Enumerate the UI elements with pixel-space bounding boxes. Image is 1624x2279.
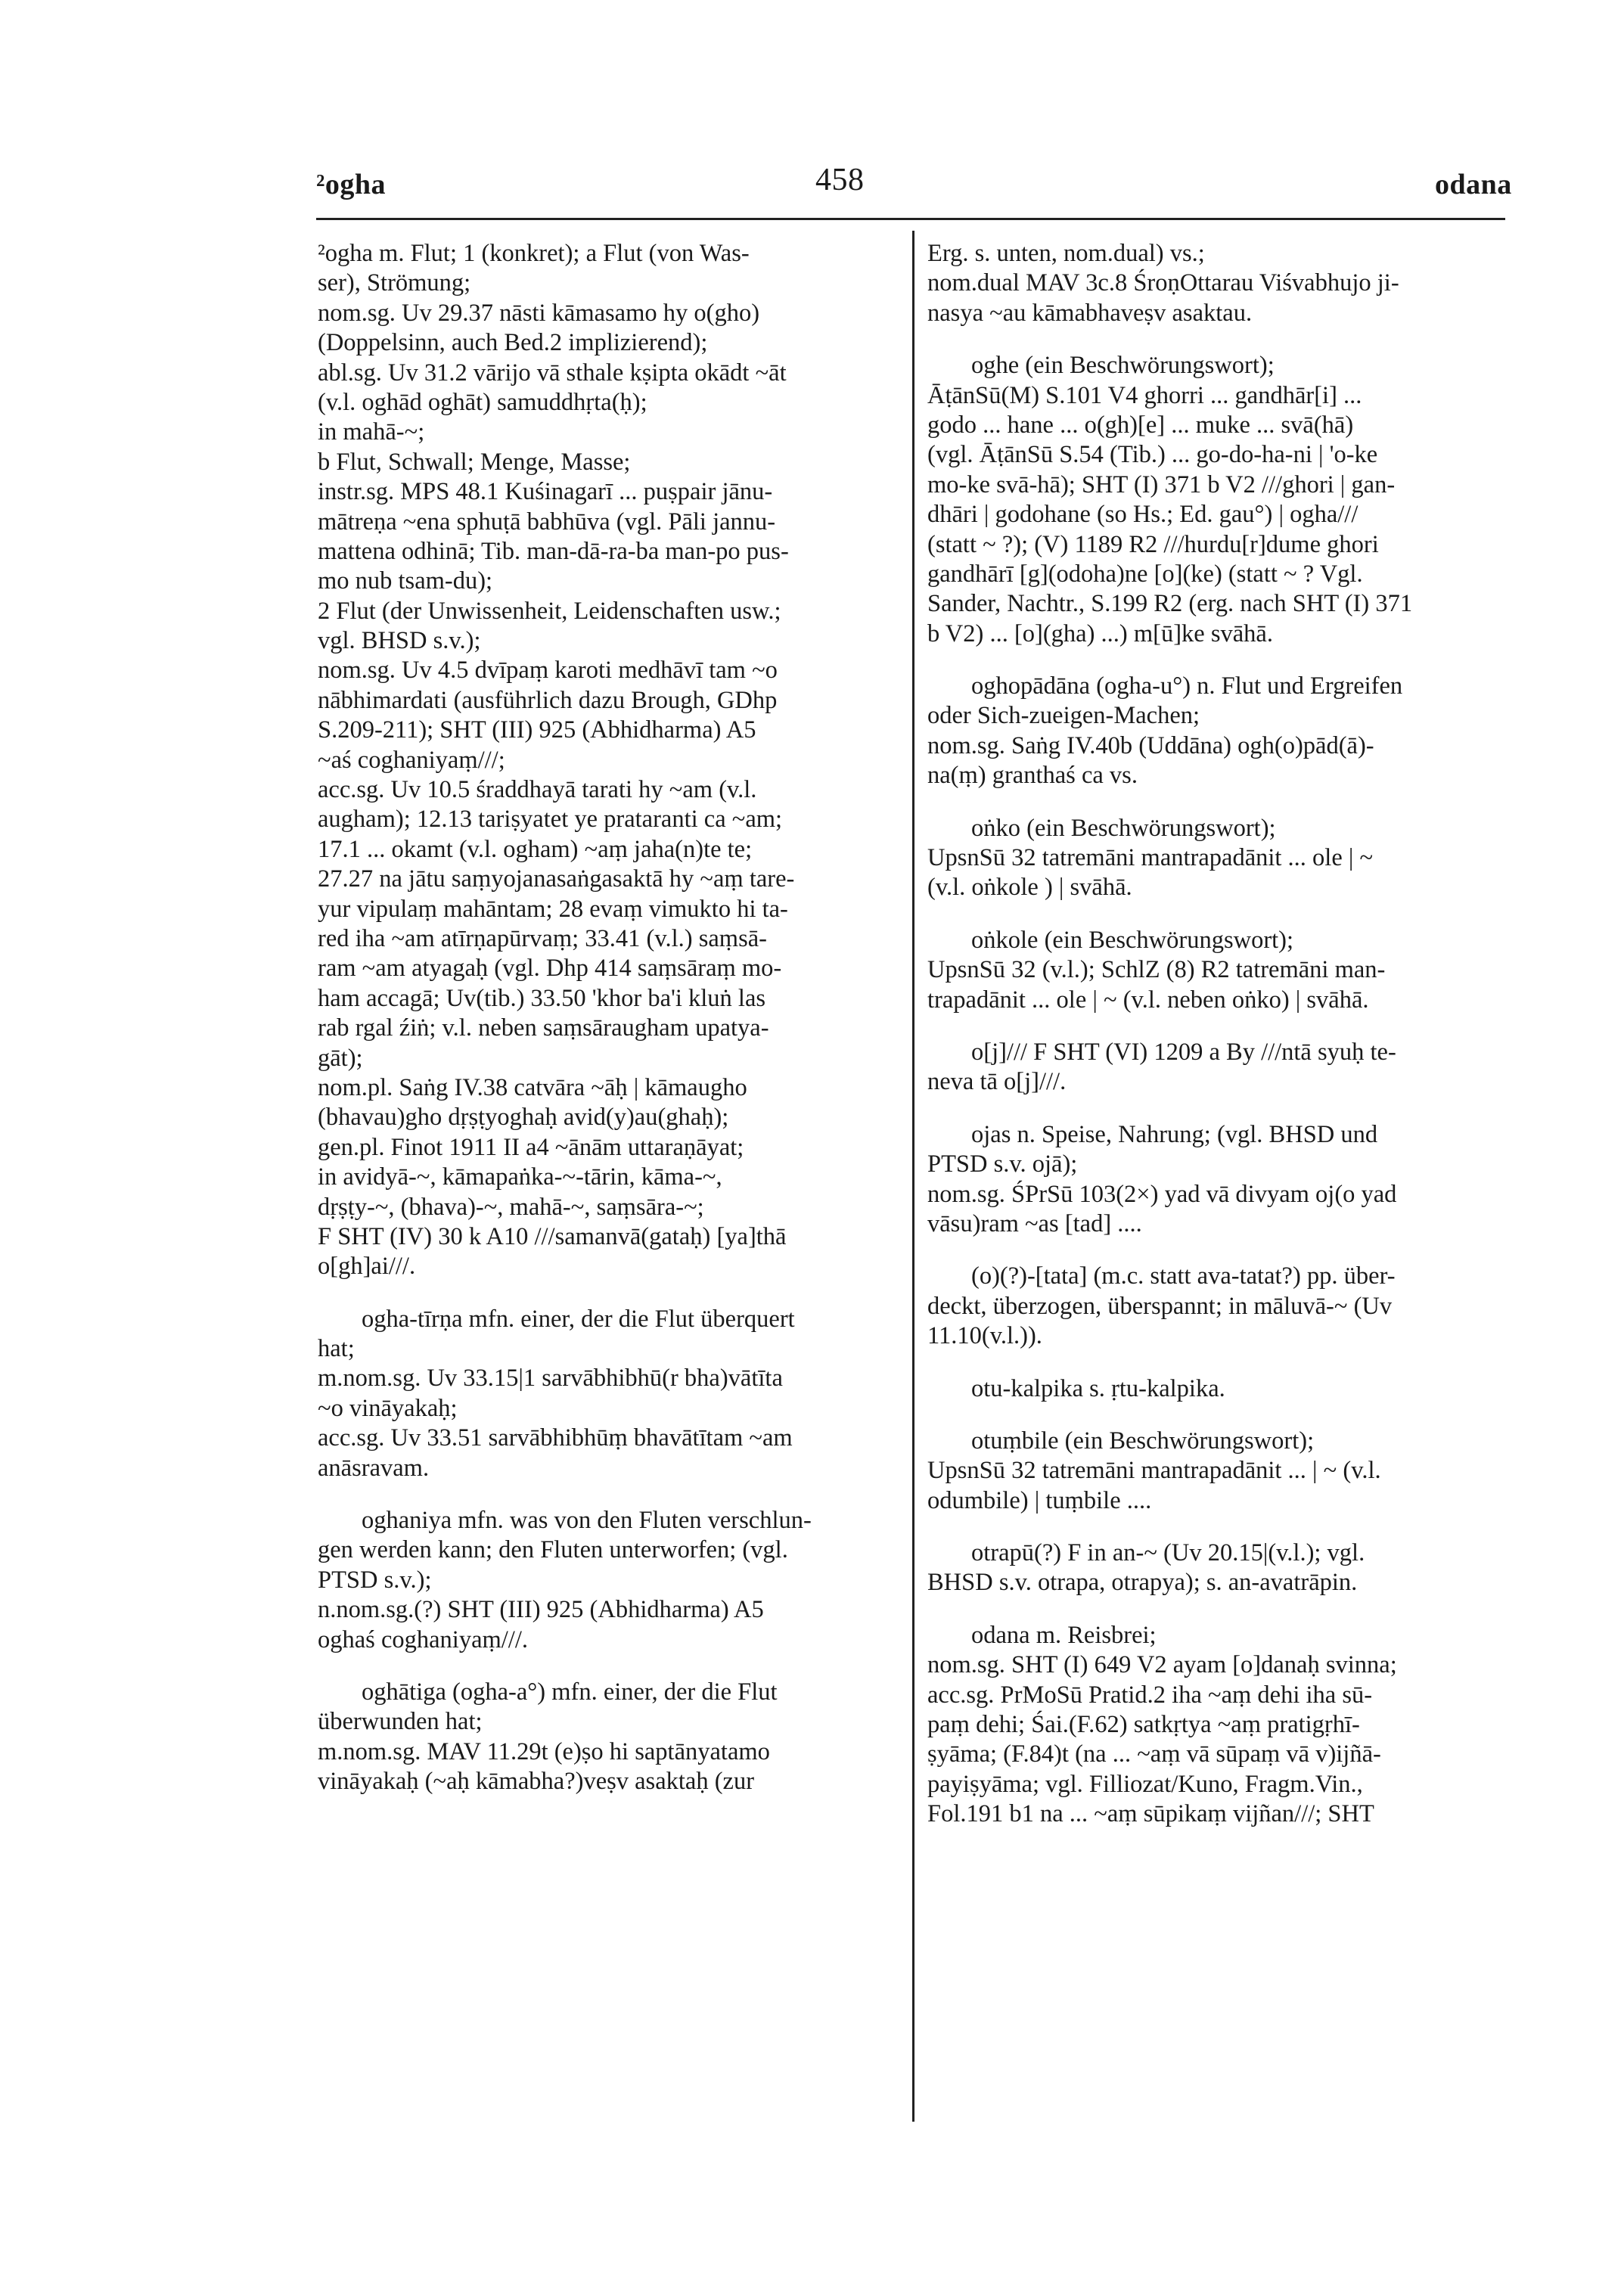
text-line: abl.sg. Uv 31.2 vārijo vā sthale kṣipta okādt ~āt	[318, 359, 787, 387]
text-line: PTSD s.v.);	[318, 1566, 432, 1594]
text-line: ser), Strömung;	[318, 269, 471, 297]
entry-gap	[927, 1598, 1507, 1621]
entry-gap	[927, 1404, 1507, 1427]
text-line: gen werden kann; den Fluten unterworfen; (vgl.	[318, 1536, 788, 1564]
text-line: oghaś coghaniyaṃ///.	[318, 1625, 528, 1653]
text-line: ~o vināyakaḥ;	[318, 1394, 458, 1422]
text-line: trapadānit ... ole | ~ (v.l. neben oṅko) | svāhā.	[927, 986, 1369, 1014]
header-rule	[316, 218, 1505, 220]
text-line: 11.10(v.l.)).	[927, 1322, 1042, 1350]
text-line: dṛṣṭy-~, (bhava)-~, mahā-~, saṃsāra-~;	[318, 1193, 704, 1221]
text-line: oghopādāna (ogha-u°) n. Flut und Ergreifen	[971, 672, 1403, 700]
left-column	[318, 239, 897, 1797]
text-line: acc.sg. PrMoSū Pratid.2 iha ~aṃ dehi iha sū-	[927, 1681, 1373, 1709]
column-divider	[912, 231, 914, 2122]
text-line: paṃ dehi; Śai.(F.62) satkṛtya ~aṃ pratigṛhī-	[927, 1711, 1360, 1739]
text-line: ojas n. Speise, Nahrung; (vgl. BHSD und	[971, 1120, 1378, 1148]
text-line: (v.l. oghād oghāt) samuddhṛta(ḥ);	[318, 388, 647, 416]
text-line: ogha-tīrṇa mfn. einer, der die Flut überquert	[362, 1305, 795, 1333]
text-line: ²ogha m. Flut; 1 (konkret); a Flut (von Was-	[318, 240, 750, 267]
text-line: b V2) ... [o](gha) ...) m[ū]ke svāhā.	[927, 619, 1273, 647]
text-line: UpsnSū 32 tatremāni mantrapadānit ... | ~ (v.l.	[927, 1457, 1381, 1485]
text-line: überwunden hat;	[318, 1708, 483, 1736]
text-line: godo ... hane ... o(gh)[e] ... muke ... svā(hā)	[927, 411, 1354, 439]
text-line: b Flut, Schwall; Menge, Masse;	[318, 448, 631, 476]
text-line: nom.sg. Uv 4.5 dvīpaṃ karoti medhāvī tam ~o	[318, 657, 778, 685]
text-line: augham); 12.13 tariṣyatet ye prataranti ca ~am;	[318, 806, 783, 834]
entry-gap	[318, 1655, 897, 1678]
text-line: nom.dual MAV 3c.8 ŚroṇOttarau Viśvabhujo ji-	[927, 269, 1399, 297]
text-line: nom.sg. SHT (I) 649 V2 ayam [o]danaḥ svinna;	[927, 1651, 1397, 1679]
entry-gap	[318, 1282, 897, 1305]
entry-gap	[318, 1483, 897, 1506]
text-line: vgl. BHSD s.v.);	[318, 627, 481, 655]
text-line: mo-ke svā-hā); SHT (I) 371 b V2 ///ghori | gan-	[927, 470, 1396, 498]
text-line: Fol.191 b1 na ... ~aṃ sūpikaṃ vijñan///; SHT	[927, 1800, 1374, 1828]
text-line: (o)(?)-[tata] (m.c. statt ava-tatat?) pp. über-	[971, 1262, 1396, 1290]
text-line: deckt, überzogen, überspannt; in māluvā-~ (Uv	[927, 1292, 1393, 1320]
text-line: odana m. Reisbrei;	[971, 1621, 1157, 1649]
text-line: o[gh]ai///.	[318, 1253, 416, 1281]
running-head-left: ²ogha	[316, 169, 387, 200]
text-line: dhāri | godohane (so Hs.; Ed. gau°) | ogha///	[927, 501, 1359, 529]
text-line: vāsu)ram ~as [tad] ....	[927, 1209, 1142, 1237]
text-line: nom.sg. Saṅg IV.40b (Uddāna) ogh(o)pād(ā)-	[927, 731, 1374, 759]
text-line: yur vipulaṃ mahāntam; 28 evaṃ vimukto hi ta-	[318, 895, 788, 923]
text-line: oṅko (ein Beschwörungswort);	[971, 814, 1276, 842]
text-line: oghe (ein Beschwörungswort);	[971, 352, 1275, 380]
text-line: oghātiga (ogha-a°) mfn. einer, der die Flut	[362, 1678, 778, 1706]
text-line: acc.sg. Uv 33.51 sarvābhibhūṃ bhavātītam ~am	[318, 1424, 793, 1452]
text-line: (Doppelsinn, auch Bed.2 implizierend);	[318, 329, 708, 357]
text-line: 2 Flut (der Unwissenheit, Leidenschaften usw.;	[318, 597, 781, 625]
text-line: gen.pl. Finot 1911 II a4 ~ānām uttaraṇāyat;	[318, 1133, 744, 1161]
text-line: gāt);	[318, 1044, 363, 1072]
text-line: gandhārī [g](odoha)ne [o](ke) (statt ~ ? Vgl.	[927, 560, 1363, 588]
text-line: odumbile) | tuṃbile ....	[927, 1486, 1152, 1514]
text-line: mātreṇa ~ena sphuṭā babhūva (vgl. Pāli jannu-	[318, 508, 776, 536]
text-line: nasya ~au kāmabhaveṣv asaktau.	[927, 299, 1253, 327]
text-line: otrapū(?) F in an-~ (Uv 20.15|(v.l.); vgl.	[971, 1539, 1365, 1567]
text-line: S.209-211); SHT (III) 925 (Abhidharma) A5	[318, 716, 756, 744]
text-line: UpsnSū 32 tatremāni mantrapadānit ... ole | ~	[927, 844, 1374, 872]
text-line: o[j]/// F SHT (VI) 1209 a By ///ntā syuḥ te-	[971, 1038, 1396, 1066]
text-line: oṅkole (ein Beschwörungswort);	[971, 926, 1294, 954]
text-line: mattena odhinā; Tib. man-dā-ra-ba man-po pus-	[318, 537, 789, 565]
text-line: oder Sich-zueigen-Machen;	[927, 702, 1200, 730]
text-line: Sander, Nachtr., S.199 R2 (erg. nach SHT (I) 371	[927, 590, 1413, 618]
text-line: Erg. s. unten, nom.dual) vs.;	[927, 240, 1205, 267]
entry-gap	[927, 1098, 1507, 1120]
text-line: n.nom.sg.(?) SHT (III) 925 (Abhidharma) A5	[318, 1596, 764, 1624]
text-line: acc.sg. Uv 10.5 śraddhayā tarati hy ~am (v.l.	[318, 776, 757, 804]
entry-gap	[927, 903, 1507, 926]
text-line: otu-kalpika s. ṛtu-kalpika.	[971, 1374, 1225, 1402]
entry-gap	[927, 649, 1507, 672]
text-line: na(ṃ) granthaś ca vs.	[927, 762, 1138, 790]
text-line: m.nom.sg. Uv 33.15|1 sarvābhibhū(r bha)vātīta	[318, 1365, 783, 1393]
text-line: hat;	[318, 1335, 355, 1363]
text-line: (bhavau)gho dṛṣṭyoghaḥ avid(y)au(ghaḥ);	[318, 1104, 729, 1132]
text-line: in avidyā-~, kāmapaṅka-~-tārin, kāma-~,	[318, 1163, 722, 1191]
entry-gap	[927, 1239, 1507, 1262]
text-line: nom.pl. Saṅg IV.38 catvāra ~āḥ | kāmaugho	[318, 1073, 747, 1101]
page-number: 458	[815, 163, 865, 197]
text-line: nom.sg. ŚPrSū 103(2×) yad vā divyam oj(o yad	[927, 1180, 1397, 1208]
text-line: (v.l. oṅkole ) | svāhā.	[927, 874, 1132, 902]
right-column	[927, 239, 1507, 1830]
entry-gap	[927, 1015, 1507, 1038]
text-line: anāsravam.	[318, 1454, 430, 1482]
text-line: PTSD s.v. ojā);	[927, 1150, 1078, 1178]
text-line: otuṃbile (ein Beschwörungswort);	[971, 1427, 1315, 1455]
text-line: nom.sg. Uv 29.37 nāsti kāmasamo hy o(gho)	[318, 299, 760, 327]
text-line: 17.1 ... okamt (v.l. ogham) ~aṃ jaha(n)te te;	[318, 835, 753, 863]
text-line: 27.27 na jātu saṃyojanasaṅgasaktā hy ~aṃ tare-	[318, 865, 795, 893]
entry-gap	[927, 1352, 1507, 1374]
running-head-right: odana	[1435, 169, 1512, 200]
text-line: payiṣyāma; vgl. Filliozat/Kuno, Fragm.Vin.,	[927, 1770, 1363, 1798]
text-line: instr.sg. MPS 48.1 Kuśinagarī ... puṣpair jānu-	[318, 478, 773, 506]
text-line: nābhimardati (ausführlich dazu Brough, GDhp	[318, 686, 778, 714]
text-line: in mahā-~;	[318, 418, 425, 446]
text-line: neva tā o[j]///.	[927, 1068, 1067, 1096]
text-line: F SHT (IV) 30 k A10 ///samanvā(gataḥ) [ya]thā	[318, 1222, 787, 1250]
text-line: ham accagā; Uv(tib.) 33.50 'khor ba'i kluṅ las	[318, 984, 766, 1012]
text-line: red iha ~am atīrṇapūrvaṃ; 33.41 (v.l.) saṃsā-	[318, 924, 767, 952]
text-line: mo nub tsam-du);	[318, 567, 493, 595]
text-line: UpsnSū 32 (v.l.); SchlZ (8) R2 tatremāni man-	[927, 956, 1386, 984]
text-line: oghaniya mfn. was von den Fluten verschlun-	[362, 1507, 812, 1535]
entry-gap	[927, 328, 1507, 351]
text-line: ~aś coghaniyaṃ///;	[318, 746, 505, 774]
text-line: rab rgal źiṅ; v.l. neben saṃsāraugham upatya-	[318, 1014, 769, 1042]
text-line: ṣyāma; (F.84)t (na ... ~aṃ vā sūpaṃ vā v)ijñā-	[927, 1740, 1381, 1768]
text-line: ram ~am atyagaḥ (vgl. Dhp 414 saṃsāraṃ mo-	[318, 955, 782, 983]
text-line: ĀṭānSū(M) S.101 V4 ghorri ... gandhār[i] ...	[927, 381, 1362, 409]
text-line: (statt ~ ?); (V) 1189 R2 ///hurdu[r]dume ghori	[927, 530, 1379, 558]
text-line: BHSD s.v. otrapa, otrapya); s. an-avatrāpin.	[927, 1569, 1358, 1597]
entry-gap	[927, 791, 1507, 814]
text-line: (vgl. ĀṭānSū S.54 (Tib.) ... go-do-ha-ni | 'o-ke	[927, 441, 1378, 469]
text-line: vināyakaḥ (~aḥ kāmabha?)veṣv asaktaḥ (zur	[318, 1768, 755, 1796]
text-line: m.nom.sg. MAV 11.29t (e)ṣo hi saptānyatamo	[318, 1737, 770, 1765]
entry-gap	[927, 1516, 1507, 1538]
